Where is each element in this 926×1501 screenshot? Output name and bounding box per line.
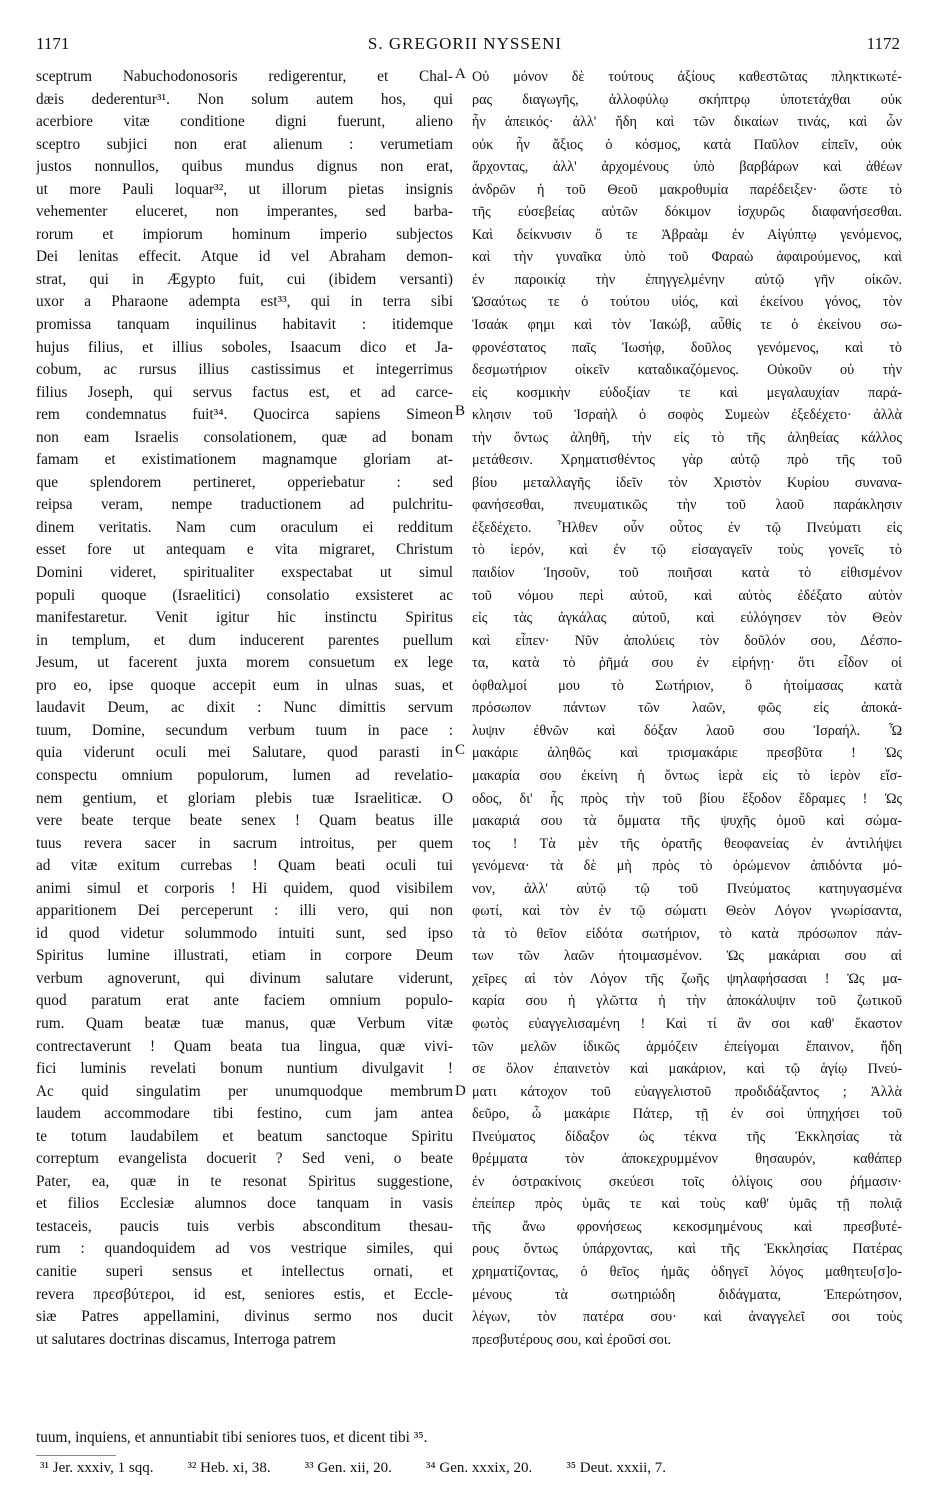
greek-line: πρόσωπον πάντων τῶν λαῶν, φῶς εἰς ἀποκά- [472,700,902,717]
latin-line: Spiritus lumine illustrati, etiam in corpore Deum [36,947,453,965]
latin-line: rum. Quam beatæ tuæ manus, quæ Verbum vitæ [36,1014,453,1032]
greek-line: εἰς τὰς ἀγκάλας αὐτοῦ, καὶ εὐλόγησεν τὸν Θεὸν [472,610,902,627]
latin-line: non eam Israelis consolationem, quæ ad bonam [36,428,453,446]
footnote-divider [36,1455,116,1456]
greek-line: φωτί, καὶ τὸν ἐν τῷ σώματι Θεὸν Λόγον γνωρίσαντα, [472,903,902,920]
greek-line: φωτὸς εὐαγγελισαμένη ! Καὶ τί ἂν σοι καθ' ἕκαστον [472,1015,902,1032]
latin-line: promissa tanquam inquilinus habitavit : itidemque [36,316,453,334]
greek-line: καὶ τὴν γυναῖκα ὑπὸ τοῦ Φαραὼ ἀφαιρούμενος, καὶ [472,249,902,266]
latin-line: nem gentium, et gloriam plebis tuæ Israeliticæ. O [36,789,453,807]
greek-line: μετάθεσιν. Χρηματισθέντος γὰρ αὐτῷ πρὸ τῆς τοῦ [472,452,902,469]
latin-line: ut more Pauli loquar³², ut illorum pietas insignis [36,180,453,198]
latin-line: quod paratum erat ante faciem omnium populo- [36,992,453,1010]
latin-line: apparitionem Dei perceperunt : illi vero, qui non [36,902,453,920]
greek-line: οὐκ ἦν ἄξιος ὁ κόσμος, κατὰ Παῦλον εἰπεῖν, οὐκ [472,136,902,153]
greek-line: Ὡσαύτως τε ὁ τούτου υἱός, καὶ ἐκείνου γόνος, τὸν [472,294,902,311]
latin-line: contrectaverunt ! Quam beata tua lingua, quæ vivi- [36,1037,453,1055]
greek-line: των τῶν λαῶν ἡτοιμασμένον. Ὡς μακάριαι σου αἱ [472,948,902,965]
greek-line: ρας διαγωγῆς, ἀλλοφύλῳ σκήπτρῳ ὑποτετάχθαι οὐκ [472,91,902,108]
latin-line: esset fore ut antequam e vita migraret, Christum [36,541,453,559]
latin-line: acerbiore vitæ conditione digni fuerunt, alieno [36,113,453,131]
greek-line: βίου μεταλλαγῆς ἰδεῖν τὸν Χριστὸν Κυρίου συνανα- [472,474,902,491]
latin-line: Domini videret, spiritualiter exspectabat ut simul [36,564,453,582]
greek-line: τῆς ἄνω φρονήσεως κεκοσμημένους καὶ πρεσβυτέ- [472,1218,902,1235]
greek-line: τα, κατὰ τὸ ῥῆμά σου ἐν εἰρήνῃ· ὅτι εἶδον οἱ [472,655,902,672]
latin-line: vehementer eluceret, non imperantes, sed barba- [36,203,453,221]
latin-line: testaceis, paucis tuis verbis absconditum thesau- [36,1217,453,1235]
greek-line: καρία σου ἡ γλῶττα ἡ τὴν ἀποκάλυψιν τοῦ ζωτικοῦ [472,993,902,1010]
greek-line: μακαριά σου τὰ ὄμματα τῆς ψυχῆς ὁμοῦ καὶ σώμα- [472,813,902,830]
latin-line: correptum evangelista docuerit ? Sed veni, o beate [36,1150,453,1168]
latin-line: conspectu omnium populorum, lumen ad revelatio- [36,766,453,784]
greek-line: ματι κάτοχον τοῦ εὐαγγελιστοῦ προδιδάξαντος ; Ἀλλὰ [472,1083,902,1100]
latin-line: vere beate terque beate senex ! Quam beatus ille [36,812,453,830]
latin-line: revera πρεσβύτεροι, id est, seniores estis, et Eccle- [36,1285,453,1303]
latin-line: dinem veritatis. Nam cum oraculum ei redditum [36,518,453,536]
latin-line: ut salutares doctrinas discamus, Interroga patrem [36,1330,336,1348]
greek-line: Ἰσαάκ φημι καὶ τὸν Ἰακώβ, αὖθίς τε ὁ ἐκείνου σω- [472,317,902,334]
greek-line: λέγων, τὸν πατέρα σου· καὶ ἀναγγελεῖ σοι τοὺς [472,1309,902,1326]
greek-line: Πνεύματος δίδαξον ὡς τέκνα τῆς Ἐκκλησίας τὰ [472,1128,902,1145]
greek-line: μένους τὰ σωτηριώδη διδάγματα, Ἐπερώτησον, [472,1286,902,1303]
greek-line: τος ! Τὰ μὲν τῆς ὁρατῆς θεοφανείας ἐν ἀντιλήψει [472,835,902,852]
latin-line: in templum, et dum inducerent parentes puellum [36,631,453,649]
greek-line: ἐξεδέχετο. Ἦλθεν οὖν οὗτος ἐν τῷ Πνεύματι εἰς [472,519,902,536]
greek-line: οδος, δι' ἧς πρὸς τὴν τοῦ βίου ἔξοδον ἔδραμες ! Ὡς [472,790,902,807]
greek-line: τοῦ νόμου περὶ αὐτοῦ, καὶ αὐτὸς ἐδέξατο αὐτὸν [472,587,902,604]
greek-line: σε ὅλον ἐπαινετὸν καὶ μακάριον, καὶ τῷ ἁγίῳ Πνεύ- [472,1061,902,1078]
latin-line: id quod videtur solummodo intuiti sunt, sed ipso [36,924,453,942]
latin-line: justos nonnullos, quibus mundus dignus non erat, [36,158,453,176]
greek-line: Καὶ δείκνυσιν ὅ τε Ἀβραὰμ ἐν Αἰγύπτῳ γενόμενος, [472,226,902,243]
latin-line: sceptrum Nabuchodonosoris redigerentur, et Chal- [36,68,453,85]
greek-line: Οὐ μόνον δὲ τούτους ἀξίους καθεστῶτας πληκτικωτέ- [472,69,902,85]
greek-line: χεῖρες αἱ τὸν Λόγον τῆς ζωῆς ψηλαφήσασαι ! Ὡς μα- [472,970,902,987]
latin-line: rem condemnatus fuit³⁴. Quocirca sapiens Simeon [36,406,453,424]
latin-line: strat, qui in Ægypto fuit, cui (ibidem versanti) [36,270,453,288]
page-title: S. GREGORII NYSSENI [367,34,563,53]
latin-line: Ac quid singulatim per unumquodque membrum [36,1082,453,1100]
latin-line: hujus filius, et illius soboles, Isaacum dico et Ja- [36,338,453,356]
latin-line: te totum laudabilem et beatum sanctoque Spiritu [36,1127,453,1145]
footnote: ³¹ Jer. xxxiv, 1 sqq. [40,1460,154,1476]
latin-line: que splendorem pertineret, opperiebatur : sed [36,473,453,491]
greek-line: τὴν ὄντως ἀληθῆ, τὴν εἰς τὸ τῆς ἀληθείας κάλλος [472,429,902,446]
greek-line: λυψιν ἐθνῶν καὶ δόξαν λαοῦ σου Ἰσραήλ. Ὦ [472,722,902,739]
greek-line: ἐν ὀστρακίνοις σκεύεσι τοῖς ὀλίγοις σου ῥήμασιν· [472,1173,902,1190]
latin-line: rorum et impiorum hominum imperio subjectos [36,225,453,243]
greek-line: ἦν ἀπεικός· ἀλλ' ἤδη καὶ τῶν δικαίων τινάς, καὶ ὧν [472,114,902,131]
greek-line: φανήσεσθαι, πνευματικῶς τὴν τοῦ λαοῦ παράκλησιν [472,497,902,514]
latin-line: laudavit Deum, ac dixit : Nunc dimittis servum [36,699,453,717]
greek-line: καὶ εἶπεν· Νῦν ἀπολύεις τὸν δοῦλόν σου, Δέσπο- [472,632,902,649]
page-header [30,34,900,58]
greek-line: μακαρία σου ἐκείνη ἡ ὄντως ἱερὰ εἰς τὸ ἱερὸν εἴσ- [472,767,902,784]
right-column-number: 1172 [866,34,900,53]
margin-letter-d: D [455,1083,466,1099]
footnote: ³⁵ Deut. xxxii, 7. [566,1460,667,1476]
latin-line: dæis dederentur³¹. Non solum autem hos, qui [36,90,453,108]
latin-line: pro eo, ipse quoque accepit eum in ulnas suas, et [36,676,453,694]
latin-line: rum : quandoquidem ad vos vestrique similes, qui [36,1240,453,1258]
latin-line: fici luminis revelati bonum nuntium divulgavit ! [36,1060,453,1078]
latin-line: canitie superi sensus et intellectus ornati, et [36,1262,453,1280]
greek-line: γενόμενα· τὰ δὲ μὴ πρὸς τὸ ὁρώμενον ἀπιδόντα μό- [472,858,902,875]
footnotes [40,1460,860,1477]
latin-line: uxor a Pharaone adempta est³³, qui in terra sibi [36,293,453,311]
greek-line: μακάριε ἀληθῶς καὶ τρισμακάριε πρεσβῦτα ! Ὡς [472,745,902,762]
latin-line: et filios Ecclesiæ alumnos doce tanquam in vasis [36,1195,453,1213]
latin-line: famam et existimationem magnamque gloriam at- [36,451,453,469]
latin-line: sceptro subjici non erat alienum : verumetiam [36,135,453,153]
greek-line: τὸ ἱερόν, καὶ ἐν τῷ εἰσαγαγεῖν τοὺς γονεῖς τὸ [472,542,902,559]
footnote: ³² Heb. xi, 38. [187,1460,271,1476]
greek-line: ρους ὄντως ὑπάρχοντας, καὶ τῆς Ἐκκλησίας Πατέρας [472,1241,902,1258]
greek-line: νον, ἀλλ' αὐτῷ τῷ τοῦ Πνεύματος κατηυγασμένα [472,880,902,897]
greek-column [472,66,902,1351]
latin-line: verbum agnoverunt, qui divinum salutare viderunt, [36,969,453,987]
greek-line: τῆς εὐσεβείας αὐτῶν δόκιμον ἰσχυρῶς διαφανήσεσθαι. [472,204,902,221]
latin-line: filius Joseph, qui servus factus est, et ad carce- [36,383,453,401]
latin-line: cobum, ac rursus illius castissimus et integerrimus [36,361,453,379]
footnote: ³⁴ Gen. xxxix, 20. [425,1460,533,1476]
left-column-number: 1171 [36,34,70,53]
greek-line: ἐπείπερ πρὸς ὑμᾶς τε καὶ τοὺς καθ' ὑμᾶς τῇ πολιᾷ [472,1196,902,1213]
latin-line: laudem accommodare tibi festino, cum jam antea [36,1105,453,1123]
greek-line: φρονέστατος παῖς Ἰωσήφ, δοῦλος γενόμενος, καὶ τὸ [472,339,902,356]
footnote: ³³ Gen. xii, 20. [304,1460,392,1476]
latin-continuation-line: tuum, inquiens, et annuntiabit tibi seniores tuos, et dicent tibi ³⁵. [36,1429,428,1446]
greek-line: ἐν παροικίᾳ τὴν ἐπηγγελμένην αὐτῷ γῆν οἰκῶν. [472,271,902,288]
latin-line: animi simul et corporis ! Hi quidem, quod visibilem [36,879,453,897]
greek-line: τὰ τὸ θεῖον εἰδότα σωτήριον, τὸ κατὰ πρόσωπον πάν- [472,925,902,942]
greek-line: παιδίον Ἰησοῦν, τοῦ ποιῆσαι κατὰ τὸ εἰθισμένον [472,565,902,582]
latin-line: reipsa veram, nempe traductionem ad pulchritu- [36,496,453,514]
latin-line: Dei lenitas effecit. Atque id vel Abraham demon- [36,248,453,266]
latin-line: tuus revera sacer in sacrum introitus, per quem [36,834,453,852]
margin-letter-a: A [455,66,466,82]
greek-line: θρέμματα τὸν ἀποκεχρυμμένον θησαυρόν, καθάπερ [472,1151,902,1168]
greek-line: εἰς κοσμικὴν εὐδοξίαν τε καὶ μεγαλαυχίαν παρά- [472,384,902,401]
greek-line: τῶν μελῶν ἰδικῶς ἁρμόζειν ἐπείγομαι ἔπαινον, ἤδη [472,1038,902,1055]
latin-line: Jesum, ut facerent juxta morem consuetum ex lege [36,654,453,672]
latin-line: Pater, ea, quæ in te resonat Spiritus suggestione, [36,1172,453,1190]
greek-line: χρηματίζοντας, ὁ θεῖος ἡμᾶς ὁδηγεῖ λόγος μαθητευ[σ]ο- [472,1263,902,1280]
greek-line: κλησιν τοῦ Ἰσραὴλ ὁ σοφὸς Συμεὼν ἐξεδέχετο· ἀλλὰ [472,407,902,424]
greek-line: πρεσβυτέρους σου, καὶ ἐροῦσί σοι. [472,1331,672,1348]
latin-line: siæ Patres appellamini, divinus sermo nos ducit [36,1308,453,1326]
greek-line: δεῦρο, ὦ μακάριε Πάτερ, τῇ ἐν σοὶ ὑπηχήσει τοῦ [472,1106,902,1123]
margin-letter-b: B [455,403,466,419]
greek-line: ἄρχοντας, ἀλλ' ἀρχομένους ὑπὸ βαρβάρων καὶ ἀθέων [472,159,902,176]
margin-letter-c: C [455,742,466,758]
latin-line: manifestaretur. Venit igitur hic instinctu Spiritus [36,609,453,627]
greek-line: ὀφθαλμοί μου τὸ Σωτήριον, ὃ ἡτοίμασας κατὰ [472,677,902,694]
latin-column [36,66,453,1351]
greek-line: ἀνδρῶν ἡ τοῦ Θεοῦ μακροθυμία παρέδειξεν· ὥστε τὸ [472,181,902,198]
latin-line: populi quoque (Israelitici) consolatio exsisteret ac [36,586,453,604]
latin-line: ad vitæ exitum currebas ! Quam beati oculi tui [36,857,453,875]
latin-line: quia viderunt oculi mei Salutare, quod parasti in [36,744,453,762]
greek-line: δεσμωτήριον οἰκεῖν καταδικαζόμενος. Οὐκοῦν οὐ τὴν [472,362,902,379]
latin-line: tuum, Domine, secundum verbum tuum in pace : [36,721,453,739]
